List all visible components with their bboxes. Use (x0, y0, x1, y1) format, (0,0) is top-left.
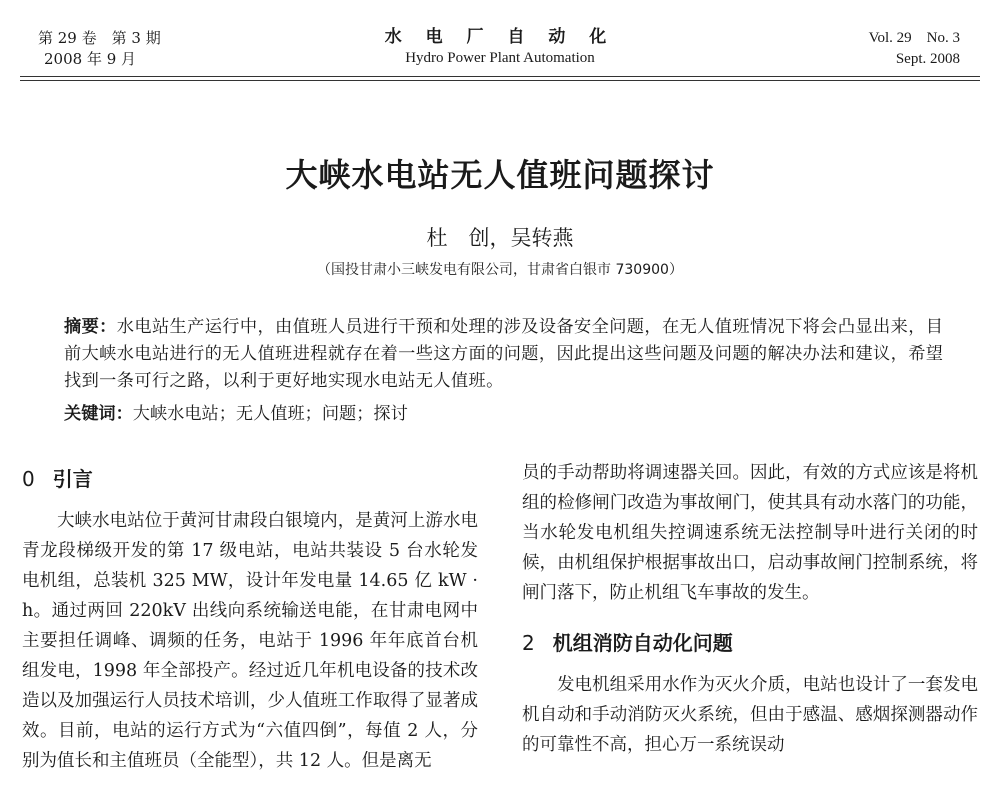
publication-date-en: Sept. 2008 (895, 51, 960, 67)
abstract (64, 314, 944, 395)
left-column (22, 462, 478, 776)
journal-name (0, 26, 1000, 68)
abstract-text: 水电站生产运行中，由值班人员进行干预和处理的涉及设备安全问题，在无人值班情况下将会凸显出来，目前大峡水电站进行的无人值班进程就存在着一些这方面的问题，因此提出这些问题及问题的解决办法和建议，希望找到一条可行之路，以利于更好地实现水电站无人值班。 (64, 317, 944, 391)
journal-title-en: Hydro Power Plant Automation (405, 50, 595, 66)
volume-issue: 第 29 卷 第 3 期 (38, 29, 161, 47)
section-title: 机组消防自动化问题 (552, 631, 733, 655)
intro-paragraph: 大峡水电站位于黄河甘肃段白银境内，是黄河上游水电青龙段梯级开发的第 17 级电站，电站共装设 5 台水轮发电机组，总装机 325 MW，设计年发电量 14.65 亿 kW · h。通过两回 220kV 出线向系统输送电能，在甘肃电网中主要担任调峰、调频的任务，电站于 1996 年年底首台机组发电，1998 年全部投产。经过近几年机电设备的技术改造以及加强运行人员技术培训，少人值班工作取得了显著成效。目前，电站的运行方式为“六值四倒”，每值 2 人，分别为值长和主值班员（全能型），共 12 人。但是离无 (22, 511, 478, 771)
keywords-label: 关键词： (64, 404, 133, 424)
journal-volume-info-en (869, 28, 960, 70)
volume-issue-en: Vol. 29 No. 3 (868, 30, 960, 46)
header-rule-top (20, 76, 980, 77)
right-column (522, 458, 978, 760)
section-heading-intro (22, 462, 478, 496)
header-rule-bottom (20, 80, 980, 81)
keywords-text: 大峡水电站；无人值班；问题；探讨 (132, 404, 408, 424)
journal-title-cn: 水 电 厂 自 动 化 (384, 27, 616, 47)
keywords (64, 401, 408, 428)
section-heading-fire-protection (522, 626, 978, 660)
fire-protection-paragraph: 发电机组采用水作为灭火介质，电站也设计了一套发电机自动和手动消防灭火系统，但由于感温、感烟探测器动作的可靠性不高，担心万一系统误动 (522, 675, 978, 755)
paper-authors: 杜 创，吴转燕 (426, 226, 574, 250)
publication-date-cn: 2008 年 9 月 (44, 50, 137, 68)
author-affiliation: （国投甘肃小三峡发电有限公司，甘肃省白银市 730900） (317, 262, 683, 278)
continued-paragraph: 员的手动帮助将调速器关回。因此，有效的方式应该是将机组的检修闸门改造为事故闸门，使其具有动水落门的功能，当水轮发电机组失控调速系统无法控制导叶进行关闭的时候，由机组保护根据事故出口，启动事故闸门控制系统，将闸门落下，防止机组飞车事故的发生。 (522, 463, 978, 603)
abstract-label: 摘要： (64, 317, 117, 337)
section-number: 2 (522, 631, 535, 655)
paper-title: 大峡水电站无人值班问题探讨 (285, 156, 715, 194)
section-number: 0 (22, 467, 35, 491)
section-title: 引言 (52, 467, 93, 491)
